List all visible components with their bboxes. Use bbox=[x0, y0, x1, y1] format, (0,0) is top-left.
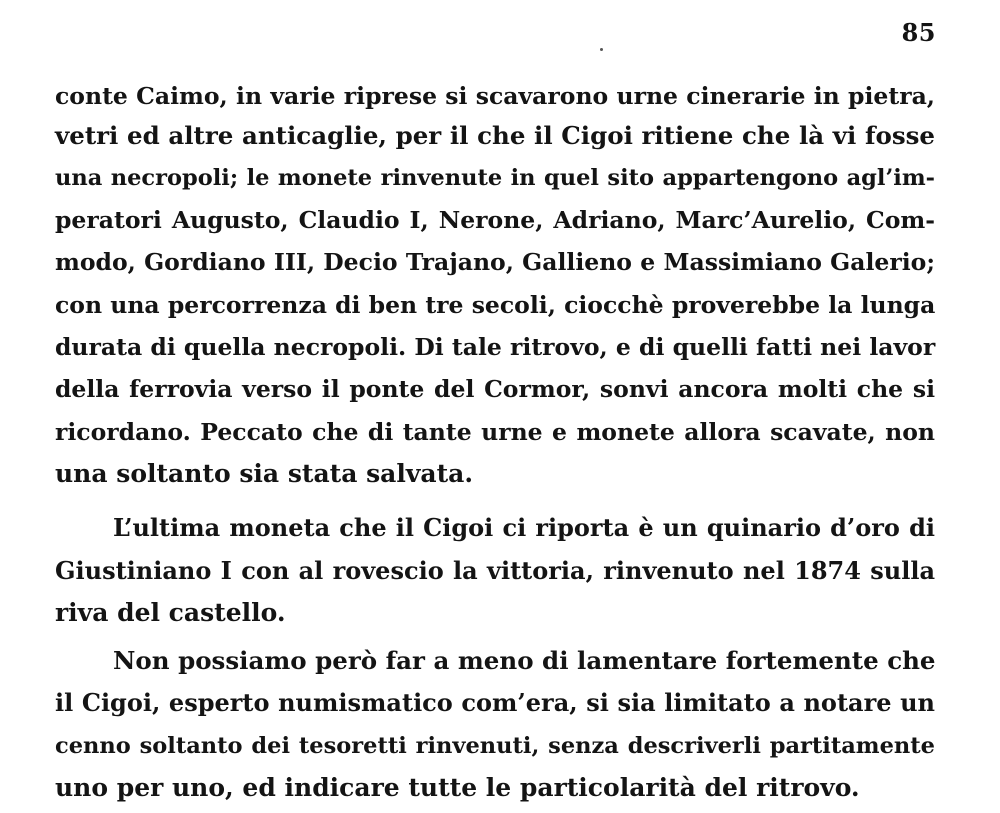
text-line: vetri ed altre anticaglie, per il che il Cigoi ritiene che là vi fosse bbox=[55, 121, 935, 150]
page-number: 85 bbox=[901, 18, 936, 47]
text-line: il Cigoi, esperto numismatico com’era, si sia limitato a notare un bbox=[55, 688, 935, 717]
text-line: della ferrovia verso il ponte del Cormor, sonvi ancora molti che si bbox=[55, 375, 935, 403]
text-line: Giustiniano I con al rovescio la vittoria, rinvenuto nel 1874 sulla bbox=[55, 556, 935, 585]
text-line: cenno soltanto dei tesoretti rinvenuti, senza descriverli partitamente bbox=[55, 733, 935, 759]
text-line: una necropoli; le monete rinvenute in quel sito appartengono agl’im- bbox=[55, 165, 935, 191]
text-line: conte Caimo, in varie riprese si scavarono urne cinerarie in pietra, bbox=[55, 82, 935, 110]
text-line: con una percorrenza di ben tre secoli, ciocchè proverebbe la lunga bbox=[55, 291, 936, 319]
text-line: uno per uno, ed indicare tutte le particolarità del ritrovo. bbox=[55, 773, 860, 802]
text-line: modo, Gordiano III, Decio Trajano, Gallieno e Massimiano Galerio; bbox=[55, 248, 935, 276]
text-line: peratori Augusto, Claudio I, Nerone, Adriano, Marc’Aurelio, Com- bbox=[55, 206, 935, 234]
text-line: Non possiamo però far a meno di lamentare fortemente che bbox=[113, 646, 936, 675]
text-line: riva del castello. bbox=[55, 598, 286, 627]
print-speck bbox=[600, 48, 603, 51]
text-line: una soltanto sia stata salvata. bbox=[55, 459, 474, 488]
text-line: ricordano. Peccato che di tante urne e monete allora scavate, non bbox=[55, 418, 935, 446]
text-line: L’ultima moneta che il Cigoi ci riporta è un quinario d’oro di bbox=[113, 513, 935, 542]
text-line: durata di quella necropoli. Di tale ritrovo, e di quelli fatti nei lavor bbox=[55, 333, 936, 361]
